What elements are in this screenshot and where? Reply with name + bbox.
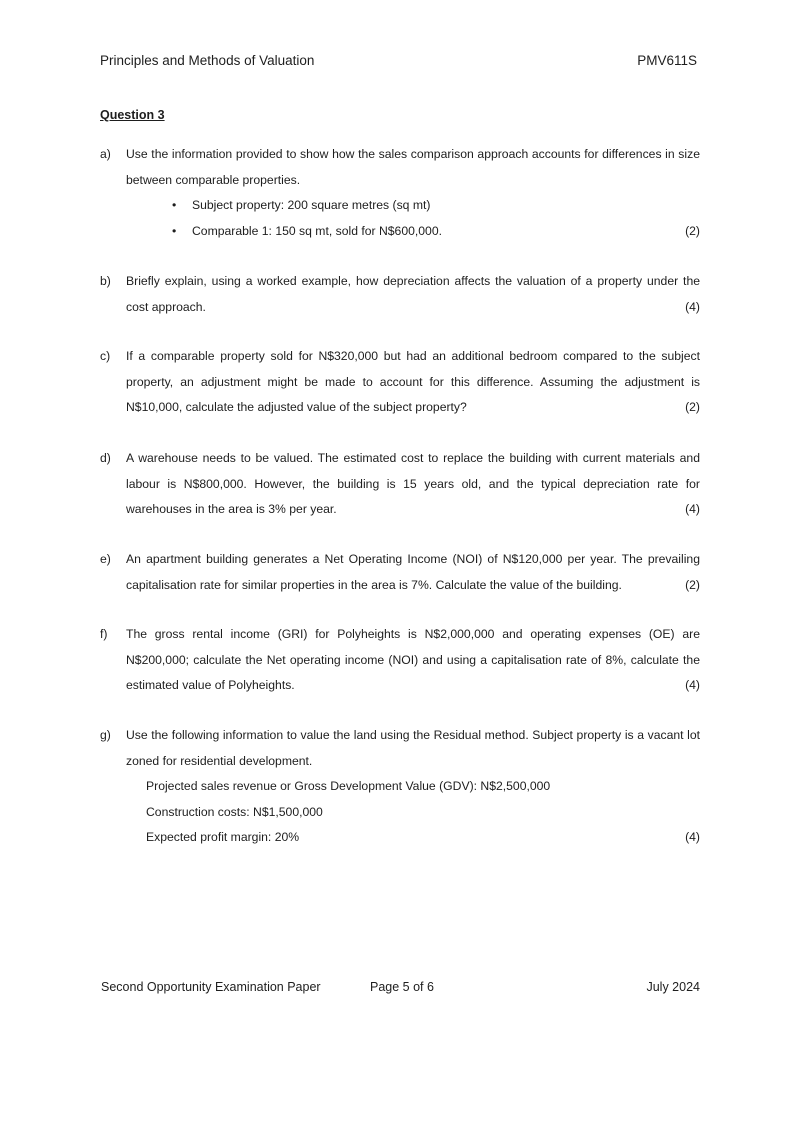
marks: (4) xyxy=(685,678,700,692)
item-text: If a comparable property sold for N$320,000 but had an additional bedroom compared to the subject property, an adjustment might be made to account for this difference. Assuming the adjustment is N$10,000, calculate the adjusted value of the subject property? xyxy=(126,349,700,414)
item-text: The gross rental income (GRI) for Polyheights is N$2,000,000 and operating expenses (OE) are N$200,000; calculate the Net operating income (NOI) and using a capitalisation rate of 8%, calculate the estimated value of Polyheights. xyxy=(126,627,700,692)
bullet-icon: • xyxy=(172,198,177,212)
question-item-e xyxy=(100,547,700,598)
marks: (4) xyxy=(685,299,700,314)
marks: (4) xyxy=(685,502,700,516)
data-line: Projected sales revenue or Gross Development Value (GDV): N$2,500,000 xyxy=(146,779,551,793)
item-text: A warehouse needs to be valued. The estimated cost to replace the building with current materials and labour is N$800,000. However, the building is 15 years old, and the typical depreciation rate for warehouses in the area is 3% per year. xyxy=(126,451,700,516)
item-letter: e) xyxy=(100,552,111,566)
item-text: Use the following information to value the land using the Residual method. Subject property is a vacant lot zoned for residential development. xyxy=(126,728,700,768)
bullet-icon: • xyxy=(172,223,177,238)
question-item-c xyxy=(100,344,700,421)
item-text: Use the information provided to show how the sales comparison approach accounts for differences in size between comparable properties. xyxy=(126,147,700,187)
course-title: Principles and Methods of Valuation xyxy=(100,53,315,68)
data-line: Construction costs: N$1,500,000 xyxy=(146,804,323,819)
question-item-d xyxy=(100,446,700,523)
question-item-a xyxy=(100,142,700,244)
question-item-f xyxy=(100,622,700,699)
item-letter: a) xyxy=(100,147,111,161)
marks: (2) xyxy=(685,223,700,238)
question-item-b xyxy=(100,269,700,320)
item-letter: d) xyxy=(100,451,111,465)
data-line: Expected profit margin: 20% (4) xyxy=(146,825,700,851)
marks: (2) xyxy=(685,400,700,414)
marks: (2) xyxy=(685,577,700,592)
item-letter: b) xyxy=(100,274,111,288)
item-letter: c) xyxy=(100,349,111,363)
item-text: An apartment building generates a Net Operating Income (NOI) of N$120,000 per year. The prevailing capitalisation rate for similar properties in the area is 7%. Calculate the value of the building. xyxy=(126,552,700,592)
footer-page-number: Page 5 of 6 xyxy=(370,980,434,994)
marks: (4) xyxy=(685,830,700,844)
item-letter: g) xyxy=(100,728,111,742)
bullet-item: • Comparable 1: 150 sq mt, sold for N$600,000. (2) xyxy=(172,219,700,245)
question-item-g xyxy=(100,723,700,851)
question-title: Question 3 xyxy=(100,108,165,122)
bullet-item: • Subject property: 200 square metres (sq mt) xyxy=(172,193,700,219)
course-code: PMV611S xyxy=(637,53,697,68)
footer-exam-label: Second Opportunity Examination Paper xyxy=(101,980,321,994)
footer-date: July 2024 xyxy=(646,980,700,994)
item-letter: f) xyxy=(100,627,108,641)
item-text: Briefly explain, using a worked example, how depreciation affects the valuation of a property under the cost approach. xyxy=(126,274,700,314)
